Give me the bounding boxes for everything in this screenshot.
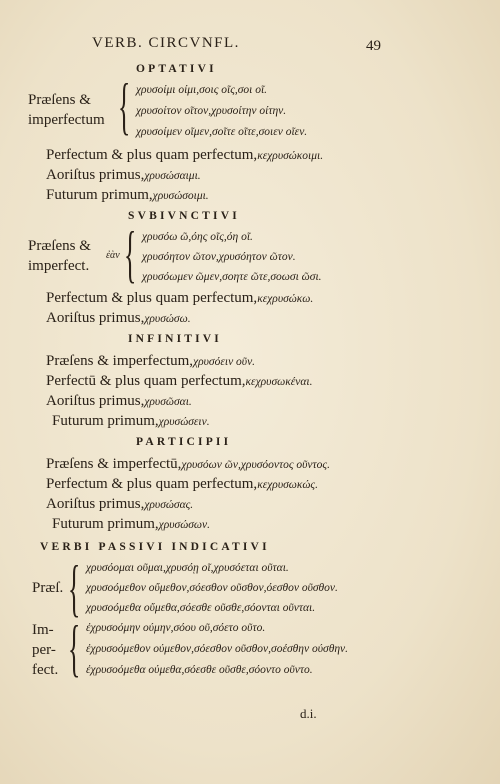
participii-perfect-text: Perfectum & plus quam perfectum, bbox=[46, 476, 258, 492]
infinitivi-future-greek: χρυσώσειν. bbox=[158, 416, 210, 428]
optativi-aorist-text: Aoriſtus primus, bbox=[46, 167, 145, 183]
optativi-form-1: χρυσοίμι οίμι,σοις οῖς,σοι οῖ. bbox=[136, 84, 268, 96]
subiunctivi-aorist-greek: χρυσώσω. bbox=[144, 313, 191, 325]
participii-aorist-line bbox=[46, 495, 193, 513]
infinitivi-aorist-greek: χρυσῶσαι. bbox=[144, 396, 192, 408]
passivi-imperfect-label-2: per- bbox=[32, 642, 56, 658]
brace-icon: { bbox=[68, 552, 81, 623]
optativi-future-line bbox=[46, 186, 209, 204]
brace-icon: { bbox=[118, 70, 131, 141]
optativi-future-greek: χρυσώσοιμι. bbox=[152, 190, 209, 202]
subiunctivi-form-1: χρυσόω ῶ,όης οῖς,όη οῖ. bbox=[142, 231, 253, 243]
optativi-perfect-greek: κεχρυσώκοιμι. bbox=[257, 150, 324, 162]
section-heading-infinitivi: INFINITIVI bbox=[128, 333, 222, 345]
optativi-future-text: Futurum primum, bbox=[46, 187, 153, 203]
infinitivi-present-text: Præſens & imperfectum, bbox=[46, 353, 194, 369]
infinitivi-aorist-text: Aoriſtus primus, bbox=[46, 393, 145, 409]
participii-future-text: Futurum primum, bbox=[52, 516, 159, 532]
subiunctivi-aorist-text: Aoriſtus primus, bbox=[46, 310, 145, 326]
passivi-imperfect-label-1: Im- bbox=[32, 622, 54, 638]
brace-icon: { bbox=[68, 612, 81, 683]
participii-present-line bbox=[46, 455, 330, 473]
optativi-perfect-text: Perfectum & plus quam perfectum, bbox=[46, 147, 258, 163]
subiunctivi-perfect-line bbox=[46, 289, 313, 307]
section-heading-participii: PARTICIPII bbox=[136, 436, 232, 448]
passivi-imperfect-form-2: ἐχρυσοόμεθον ούμεθον,σόεσθον οῦσθον,σοέσθην ούσθην. bbox=[86, 643, 349, 655]
optativi-label-line2: imperfectum bbox=[28, 112, 105, 128]
optativi-perfect-line bbox=[46, 146, 323, 164]
catchword: d.i. bbox=[300, 706, 317, 721]
passivi-present-label: Præſ. bbox=[32, 580, 64, 596]
participii-aorist-text: Aoriſtus primus, bbox=[46, 496, 145, 512]
participii-aorist-greek: χρυσώσας. bbox=[144, 499, 194, 511]
section-heading-optativi: OPTATIVI bbox=[136, 63, 217, 75]
participii-present-greek: χρυσόων ῶν,χρυσόοντος οῦντος. bbox=[181, 459, 330, 471]
infinitivi-perfect-line bbox=[46, 372, 313, 390]
optativi-aorist-line bbox=[46, 166, 201, 184]
infinitivi-aorist-line bbox=[46, 392, 192, 410]
infinitivi-perfect-text: Perfectū & plus quam perfectum, bbox=[46, 373, 246, 389]
subiunctivi-perfect-text: Perfectum & plus quam perfectum, bbox=[46, 290, 258, 306]
optativi-aorist-greek: χρυσώσαιμι. bbox=[144, 170, 201, 182]
passivi-imperfect-label-3: fect. bbox=[32, 662, 59, 678]
brace-icon: { bbox=[124, 218, 137, 289]
participii-perfect-greek: κεχρυσωκώς. bbox=[257, 479, 318, 491]
section-heading-passivi: VERBI PASSIVI INDICATIVI bbox=[40, 541, 270, 553]
running-header: VERB. CIRCVNFL. bbox=[92, 35, 240, 51]
subiunctivi-perfect-greek: κεχρυσώκω. bbox=[257, 293, 314, 305]
participii-present-text: Præſens & imperfectū, bbox=[46, 456, 182, 472]
passivi-imperfect-form-3: ἐχρυσοόμεθα ούμεθα,σόεσθε οῦσθε,σόοντο οῦντο. bbox=[86, 664, 313, 676]
ean-particle: ἐὰν bbox=[106, 250, 120, 261]
optativi-label-line1: Præſens & bbox=[28, 92, 91, 108]
participii-future-greek: χρυσώσων. bbox=[158, 519, 210, 531]
subiunctivi-aorist-line bbox=[46, 309, 191, 327]
passivi-present-form-1: χρυσόομαι οῦμαι,χρυσόῃ οῖ,χρυσόεται οῦται. bbox=[86, 562, 289, 574]
subiunctivi-form-3: χρυσόωμεν ῶμεν,σοητε ῶτε,σοωσι ῶσι. bbox=[142, 271, 322, 283]
passivi-imperfect-form-1: ἐχρυσοόμην ούμην,σόου οῦ,σόετο οῦτο. bbox=[86, 622, 266, 634]
passivi-present-form-2: χρυσοόμεθον οὔμεθον,σόεσθον οῦσθον,όεσθον οῦσθον. bbox=[86, 582, 338, 594]
passivi-present-form-3: χρυσοόμεθα οὔμεθα,σόεσθε οῦσθε,σόονται οῦνται. bbox=[86, 602, 316, 614]
section-heading-subiunctivi: SVBIVNCTIVI bbox=[128, 210, 240, 222]
subiunctivi-label-line1: Præſens & bbox=[28, 238, 91, 254]
infinitivi-present-greek: χρυσόειν οῦν. bbox=[193, 356, 256, 368]
infinitivi-present-line bbox=[46, 352, 255, 370]
infinitivi-future-text: Futurum primum, bbox=[52, 413, 159, 429]
participii-perfect-line bbox=[46, 475, 318, 493]
subiunctivi-label-line2: imperfect. bbox=[28, 258, 90, 274]
infinitivi-perfect-greek: κεχρυσωκέναι. bbox=[245, 376, 313, 388]
optativi-form-3: χρυσοίμεν οῖμεν,σοῖτε οῖτε,σοιεν οῖεν. bbox=[136, 126, 308, 138]
subiunctivi-form-2: χρυσόητον ῶτον,χρυσόητον ῶτον. bbox=[142, 251, 296, 263]
optativi-form-2: χρυσοίτον οῖτον,χρυσοίτην οίτην. bbox=[136, 105, 287, 117]
page-number: 49 bbox=[366, 38, 381, 54]
infinitivi-future-line bbox=[52, 412, 210, 430]
participii-future-line bbox=[52, 515, 210, 533]
